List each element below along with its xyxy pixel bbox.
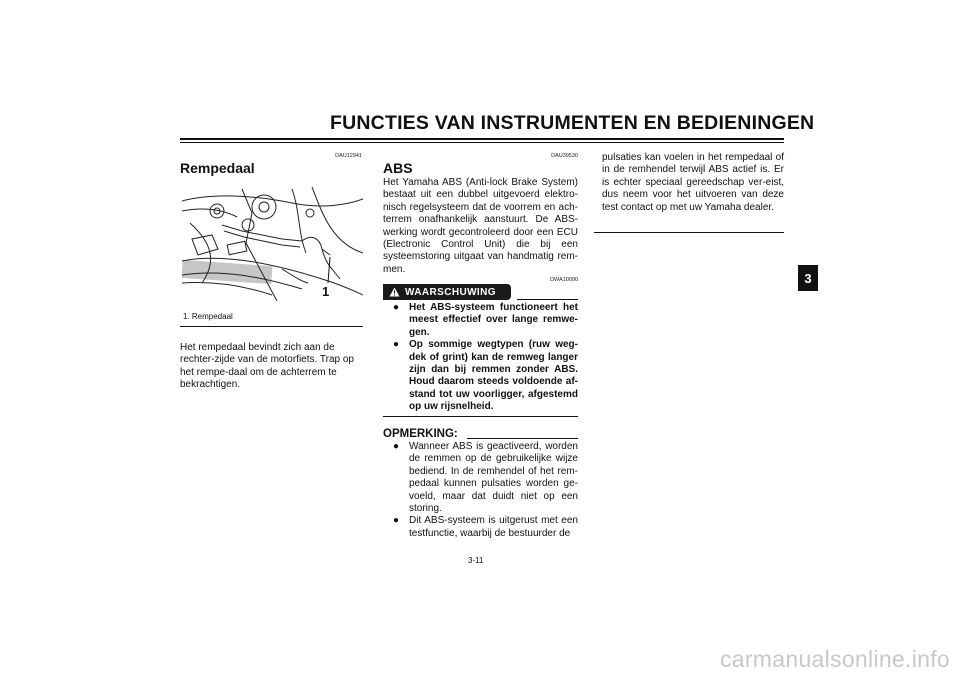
note-list [393, 441, 578, 540]
figure-leader-line [328, 257, 330, 283]
section-code-abs: DAU39530 [551, 153, 578, 159]
section-code-rempedaal: DAU12941 [335, 153, 362, 159]
page-number: 3-11 [468, 556, 484, 565]
page-header-title: FUNCTIES VAN INSTRUMENTEN EN BEDIENINGEN [330, 112, 815, 134]
figure-caption: 1. Rempedaal [183, 312, 233, 321]
warning-rule-bottom [383, 416, 578, 417]
caption-rule [180, 326, 363, 327]
note-rule [467, 438, 578, 439]
note-item: ● Dit ABS-systeem is uitgerust met een testfunctie, waarbij de bestuurder de [393, 515, 578, 539]
warning-list [393, 302, 578, 414]
rempedaal-body-text: Het rempedaal bevindt zich aan de rechter-zijde van de motorfiets. Trap op het rempe-daal om de achterrem te bekrachtigen. [180, 342, 354, 391]
chapter-tab: 3 [798, 265, 818, 291]
figure-callout-label: 1 [322, 284, 330, 299]
header-rule-thick [180, 138, 784, 140]
header-rule-thin [180, 142, 784, 143]
note-item: ● Wanneer ABS is geactiveerd, worden de remmen op de gebruikelijke wijze bediend. In de remhendel of het rem-pedaal kunnen pulsaties worden ge-voeld, maar dat duidt niet op een storing. [393, 441, 578, 515]
warning-code: DWA10090 [550, 277, 578, 283]
warning-triangle-icon [389, 287, 400, 297]
brake-pedal-figure [182, 183, 363, 303]
brake-pedal-illustration [182, 183, 363, 303]
section-title-abs: ABS [383, 160, 413, 176]
warning-item: ● Op sommige wegtypen (ruw weg-dek of grint) kan de remweg langer zijn dan bij remmen zonder ABS. Houd daarom steeds voldoende af-stand tot uw voorligger, afgestemd op uw rijsnelheid. [393, 339, 578, 413]
note-title: OPMERKING: [383, 428, 458, 440]
section-title-rempedaal: Rempedaal [180, 160, 255, 176]
abs-body-text: Het Yamaha ABS (Anti-lock Brake System) bestaat uit een dubbel uitgevoerd elektro-nisch regelsysteem dat de voorrem en ach-terrem onafhankelijk aanstuurt. De ABS-werking wordt gecontroleerd door een ECU (Electronic Control Unit) die bij een systeemstoring uitgaat van handmatig rem-men. [383, 177, 578, 275]
right-column-rule [594, 232, 784, 233]
abs-body-continued: pulsaties kan voelen in het rempedaal of in de remhendel terwijl ABS actief is. Er is echter speciaal gereedschap ver-eist, dus neem voor het uitvoeren van deze test contact op met uw Yamaha dealer. [602, 152, 784, 213]
warning-badge [383, 284, 511, 300]
watermark-text: carmanualsonline.info [719, 646, 950, 672]
warning-label: WAARSCHUWING [405, 286, 496, 298]
warning-rule-right [517, 299, 578, 300]
warning-item: ● Het ABS-systeem functioneert het meest effectief over lange remwe-gen. [393, 302, 578, 338]
